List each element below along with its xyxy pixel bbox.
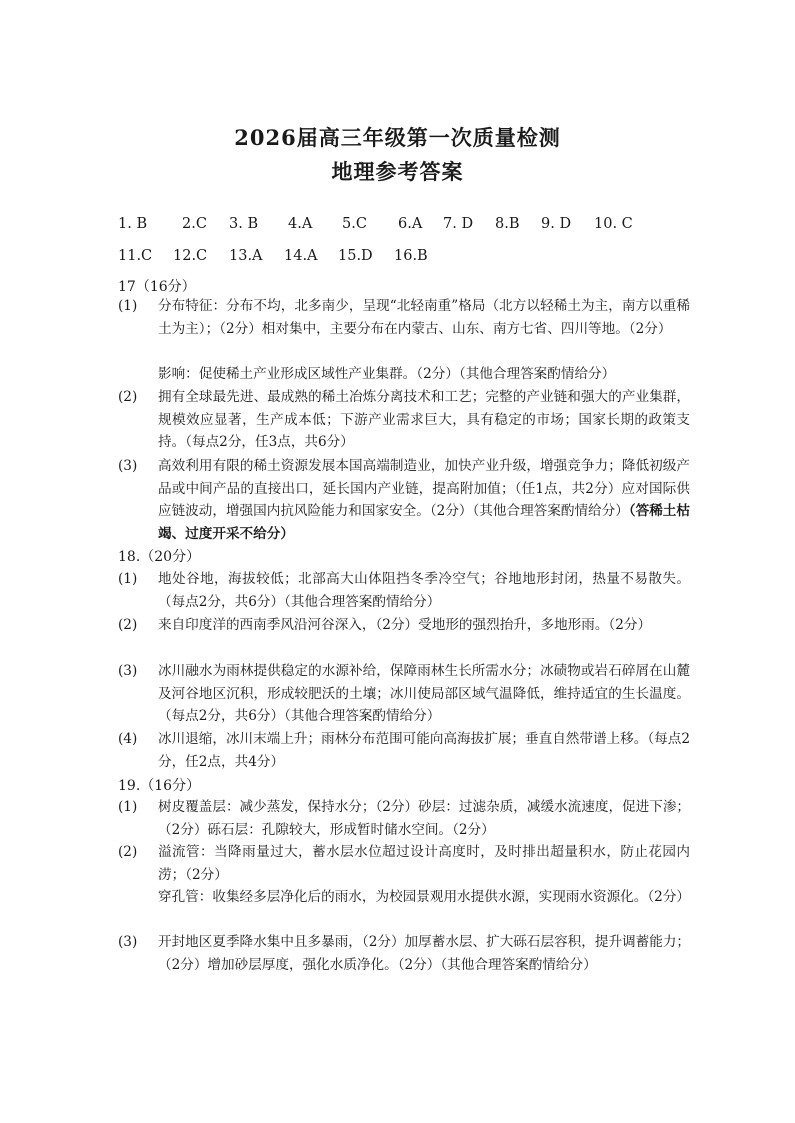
part-text: 溢流管：当降雨量过大，蓄水层水位超过设计高度时，及时排出超量积水，防止花园内涝；（2分） xyxy=(158,844,690,883)
choice-answer: 12.C xyxy=(173,248,208,264)
part-text: 冰川退缩，冰川末端上升；雨林分布范围可能向高海拔扩展；垂直自然带谱上移。（每点2分，任2点，共4分） xyxy=(158,731,691,770)
part-number: (3) xyxy=(118,458,138,474)
choice-answer: 11.C xyxy=(118,248,153,264)
choice-answer: 13.A xyxy=(229,248,263,264)
part-number: (2) xyxy=(118,389,138,405)
part-text: 冰川融水为雨林提供稳定的水源补给，保障雨林生长所需水分；冰碛物或岩石碎屑在山麓及河谷地区沉积，形成较肥沃的土壤；冰川使局部区域气温降低，维持适宜的生长温度。（每点2分，共6分）（其他合理答案酌情给分） xyxy=(158,663,690,725)
part-number: (4) xyxy=(118,731,138,747)
q19-part-2-perforated-pipe: 穿孔管：收集经多层净化后的雨水，为校园景观用水提供水源，实现雨水资源化。（2分） xyxy=(158,889,691,905)
part-text: 来自印度洋的西南季风沿河谷深入，（2分）受地形的强烈抬升，多地形雨。（2分） xyxy=(158,617,652,633)
part-text: 分布特征：分布不均，北多南少，呈现“北轻南重”格局（北方以轻稀土为主，南方以重稀土为主）；（2分）相对集中，主要分布在内蒙古、山东、南方七省、四川等地。（2分） xyxy=(158,298,690,337)
choice-answer: 14.A xyxy=(284,248,318,264)
part-text xyxy=(158,455,690,545)
choice-answer: 3. B xyxy=(229,216,259,232)
question-18-heading: 18.（20分） xyxy=(118,549,201,565)
choice-answer: 2.C xyxy=(182,216,207,232)
part-text-bold-note: （答稀土枯竭、过度开采不给分） xyxy=(158,503,690,542)
part-number: (1) xyxy=(118,799,138,815)
part-text: 地处谷地，海拔较低；北部高大山体阻挡冬季冷空气；谷地地形封闭，热量不易散失。（每点2分，共6分）（其他合理答案酌情给分） xyxy=(158,571,690,610)
choice-answer: 5.C xyxy=(342,216,367,232)
page-subtitle: 地理参考答案 xyxy=(331,159,464,184)
choice-answer: 10. C xyxy=(594,216,633,232)
question-19-heading: 19.（16分） xyxy=(118,778,201,794)
choice-answer: 7. D xyxy=(443,216,474,232)
question-17-heading: 17（16分） xyxy=(118,279,196,295)
choice-answer: 15.D xyxy=(338,248,373,264)
page-title: 2026届高三年级第一次质量检测 xyxy=(234,125,561,150)
part-text: 开封地区夏季降水集中且多暴雨，（2分）加厚蓄水层、扩大砾石层容积，提升调蓄能力；（2分）增加砂层厚度，强化水质净化。（2分）（其他合理答案酌情给分） xyxy=(158,934,691,973)
part-number: (2) xyxy=(118,844,138,860)
choice-answer: 4.A xyxy=(288,216,313,232)
choice-answer: 16.B xyxy=(394,248,428,264)
part-number: (2) xyxy=(118,617,138,633)
choice-answer: 1. B xyxy=(118,216,148,232)
choice-answer: 9. D xyxy=(541,216,572,232)
part-number: (1) xyxy=(118,298,138,314)
choice-answer: 6.A xyxy=(398,216,423,232)
part-text: 拥有全球最先进、最成熟的稀土冶炼分离技术和工艺；完整的产业链和强大的产业集群，规模效应显著，生产成本低；下游产业需求巨大，具有稳定的市场；国家长期的政策支持。（每点2分，任3点，共6分） xyxy=(158,389,690,451)
part-text: 树皮覆盖层：减少蒸发，保持水分；（2分）砂层：过滤杂质，减缓水流速度，促进下渗；（2分）砾石层：孔隙较大，形成暂时储水空间。（2分） xyxy=(158,799,691,838)
choice-answer: 8.B xyxy=(495,216,520,232)
part-number: (1) xyxy=(118,571,138,587)
q17-part-1-impact: 影响：促使稀土产业形成区域性产业集群。（2分）（其他合理答案酌情给分） xyxy=(158,366,616,382)
part-text-main: 高效利用有限的稀土资源发展本国高端制造业，加快产业升级，增强竞争力；降低初级产品或中间产品的直接出口，延长国内产业链，提高附加值；（任1点，共2分）应对国际供应链波动，增强国内抗风险能力和国家安全。（2分）（其他合理答案酌情给分） xyxy=(158,458,690,520)
part-number: (3) xyxy=(118,934,138,950)
part-number: (3) xyxy=(118,663,138,679)
